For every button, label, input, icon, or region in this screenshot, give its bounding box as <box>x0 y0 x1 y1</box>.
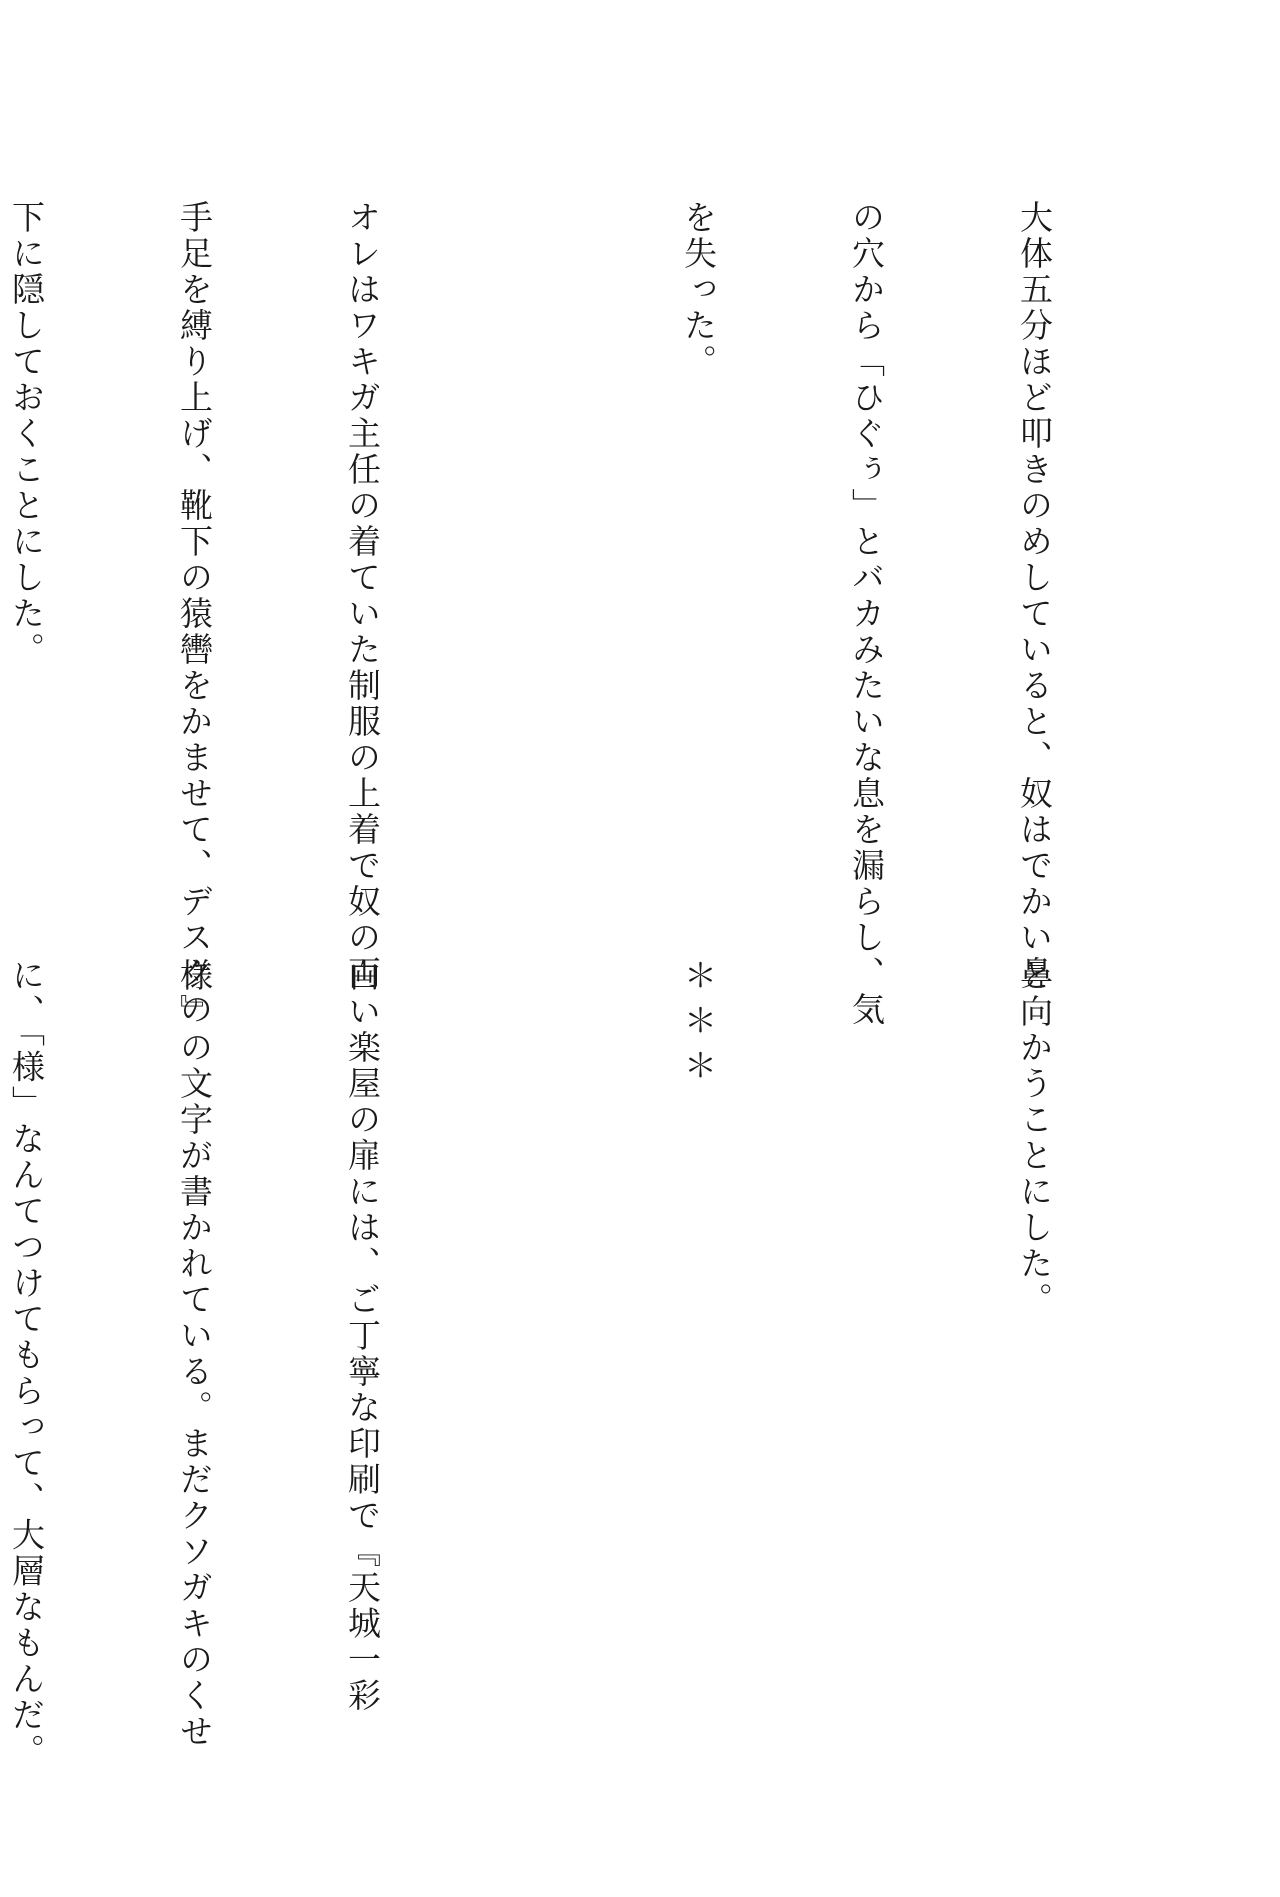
scene-separator: ＊＊＊ <box>679 958 718 1093</box>
blank-line <box>502 958 558 1718</box>
text-line: 白い楽屋の扉には、ご丁寧な印刷で『天城一彩 <box>343 958 382 1714</box>
text-line: 大体五分ほど叩きのめしていると、奴はでかい鼻 <box>1015 200 1054 992</box>
text-line: 手足を縛り上げ、靴下の猿轡をかませて、デスクの <box>175 200 214 1028</box>
text-block-top <box>0 200 1174 1028</box>
text-line: を失った。 <box>679 200 718 380</box>
blank-line <box>502 200 558 960</box>
text-block-bottom <box>0 958 1174 1770</box>
text-line: 下に隠しておくことにした。 <box>7 200 46 668</box>
text-line: に、「様」なんてつけてもらって、大層なもんだ。 <box>7 958 46 1770</box>
text-line: の穴から「ひぐぅ」とバカみたいな息を漏らし、気 <box>847 200 886 1028</box>
blank-line <box>838 958 894 1718</box>
text-line: と向かうことにした。 <box>1015 958 1054 1318</box>
text-line: 様』の文字が書かれている。まだクソガキのくせ <box>175 958 214 1750</box>
text-line: オレはワキガ主任の着ていた制服の上着で奴の両 <box>343 200 382 992</box>
